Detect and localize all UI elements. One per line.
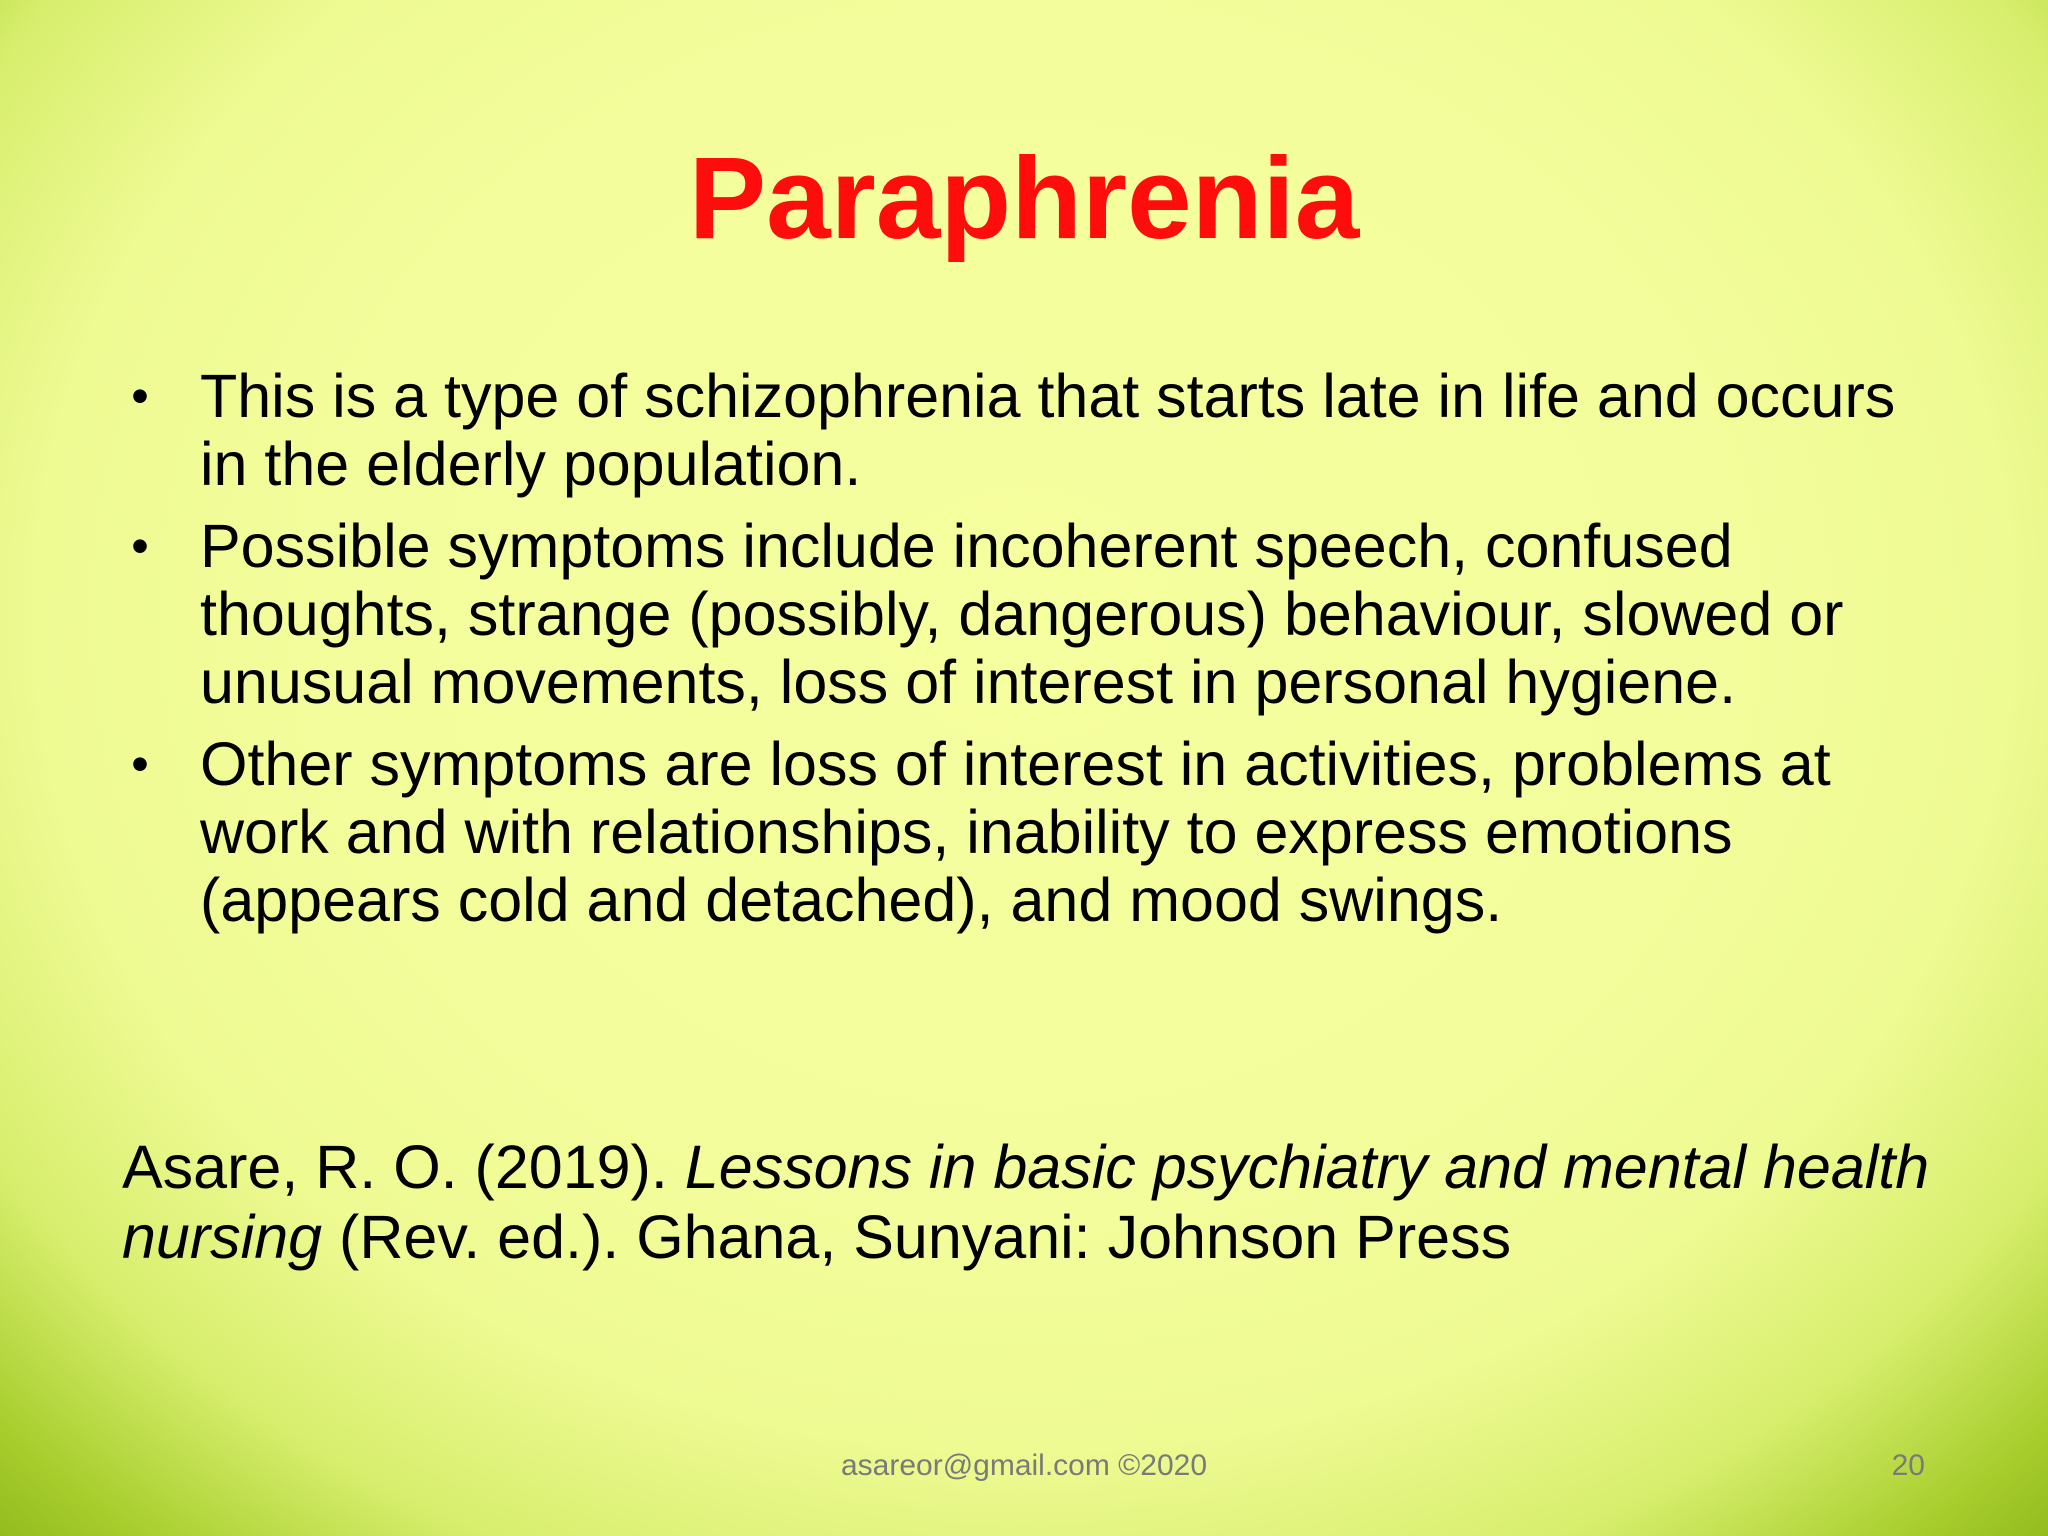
bullet-text: Other symptoms are loss of interest in activities, problems at work and with relationships, inability to express emotions (appears cold and detached), and mood swings. — [200, 730, 1831, 934]
bullet-text: This is a type of schizophrenia that starts late in life and occurs in the elderly population. — [200, 362, 1896, 498]
bullet-text: Possible symptoms include incoherent speech, confused thoughts, strange (possibly, dangerous) behaviour, slowed or unusual movements, loss of interest in personal hygiene. — [200, 512, 1844, 716]
bullet-list — [120, 362, 1920, 948]
bullet-item — [120, 512, 1920, 716]
page-number: 20 — [1891, 1449, 1925, 1482]
slide-title: Paraphrenia — [688, 133, 1360, 263]
citation-details: (Rev. ed.). Ghana, Sunyani: Johnson Press — [322, 1203, 1512, 1271]
bullet-marker: • — [131, 518, 149, 574]
citation-authors-year: Asare, R. O. (2019). — [122, 1133, 685, 1201]
footer-copyright: asareor@gmail.com ©2020 — [840, 1449, 1208, 1482]
bullet-item — [120, 730, 1920, 934]
citation-book-title: Lessons in basic psychiatry and mental health nursing — [122, 1133, 1930, 1271]
reference-citation — [122, 1132, 1942, 1272]
bullet-marker: • — [131, 736, 149, 792]
bullet-item — [120, 362, 1920, 498]
bullet-marker: • — [131, 368, 149, 424]
